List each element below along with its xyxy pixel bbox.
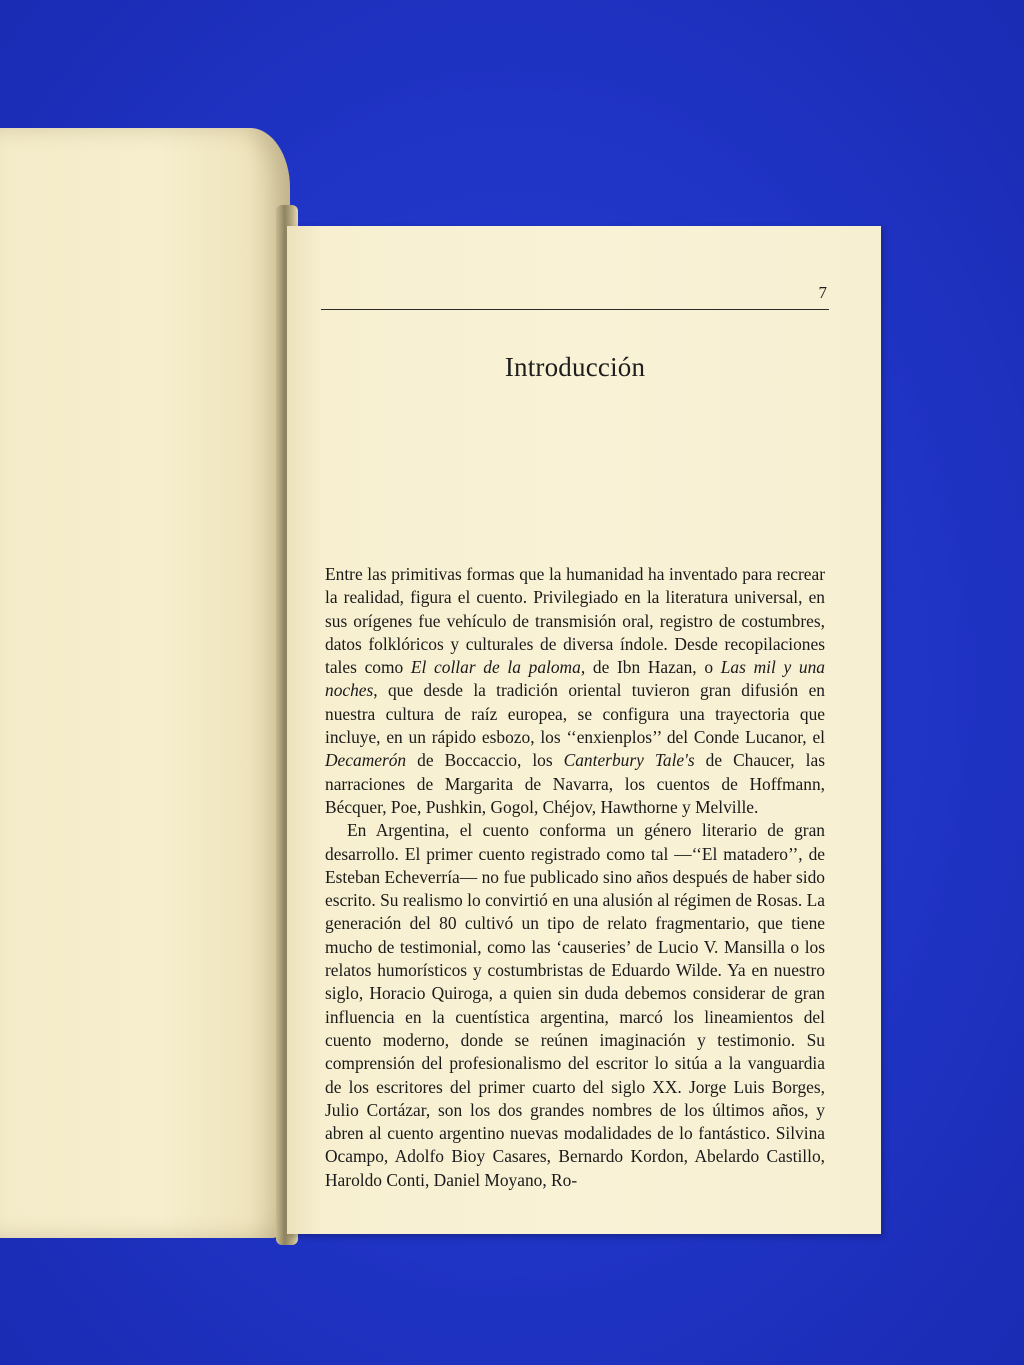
italic-title: Decamerón xyxy=(325,750,407,771)
text-run: , de Ibn Hazan, o xyxy=(580,657,721,678)
text-run: de Boccaccio, los xyxy=(406,750,564,771)
text-run: , que desde la tradición oriental tuvieron gran difusión en nuestra cultura de raíz europea, se configura una trayectoria que incluye, en un rápido esbozo, los ‘‘enxienplos’’ del Conde Lucanor, el xyxy=(325,680,825,748)
page-number: 7 xyxy=(818,283,827,302)
text-run: Entre las primitivas formas que la humanidad ha inventado para recrear la realidad, figura el cuento. Privilegiado en la literatura universal, en sus orígenes fue vehículo de transmisión oral, registro de costumbres, datos folklóricos y culturales de diversa índole. Desde recopilaciones tales como xyxy=(325,564,825,678)
left-page xyxy=(0,128,290,1238)
left-page-show-through xyxy=(0,428,290,928)
italic-title: Canterbury Tale's xyxy=(563,750,695,771)
paragraph-2 xyxy=(325,819,825,1192)
paragraph-1 xyxy=(325,563,825,819)
chapter-title: Introducción xyxy=(504,352,646,382)
italic-title: El collar de la paloma xyxy=(410,657,581,678)
text-run: de Chaucer, las narraciones de Margarita de Navarra, los cuentos de Hoffmann, Bécquer, Poe, Pushkin, Gogol, Chéjov, Hawthorne y Melville. xyxy=(325,750,825,817)
body-text xyxy=(325,563,825,1192)
header-rule xyxy=(321,309,829,310)
right-page xyxy=(287,226,881,1234)
italic-title: Las mil y una noches xyxy=(325,657,825,701)
text-run: En Argentina, el cuento conforma un género literario de gran desarrollo. El primer cuento registrado como tal —‘‘El matadero’’, de Esteban Echeverría— no fue publicado sino años después de haber sido escrito. Su realismo lo convirtió en una alusión al régimen de Rosas. La generación del 80 cultivó un tipo de relato fragmentario, que tiene mucho de testimonial, como las ‘causeries’ de Lucio V. Mansilla o los relatos humorísticos y costumbristas de Eduardo Wilde. Ya en nuestro siglo, Horacio Quiroga, a quien sin duda debemos considerar de gran influencia en la cuentística argentina, marcó los lineamientos del cuento moderno, donde se reúnen imaginación y testimonio. Su comprensión del profesionalismo del escritor lo sitúa a la vanguardia de los escritores del primer cuarto del siglo XX. Jorge Luis Borges, Julio Cortázar, son los dos grandes nombres de los últimos años, y abren al cuento argentino nuevas modalidades de lo fantástico. Silvina Ocampo, Adolfo Bioy Casares, Bernardo Kordon, Abelardo Castillo, Haroldo Conti, Daniel Moyano, Ro- xyxy=(325,820,825,1190)
